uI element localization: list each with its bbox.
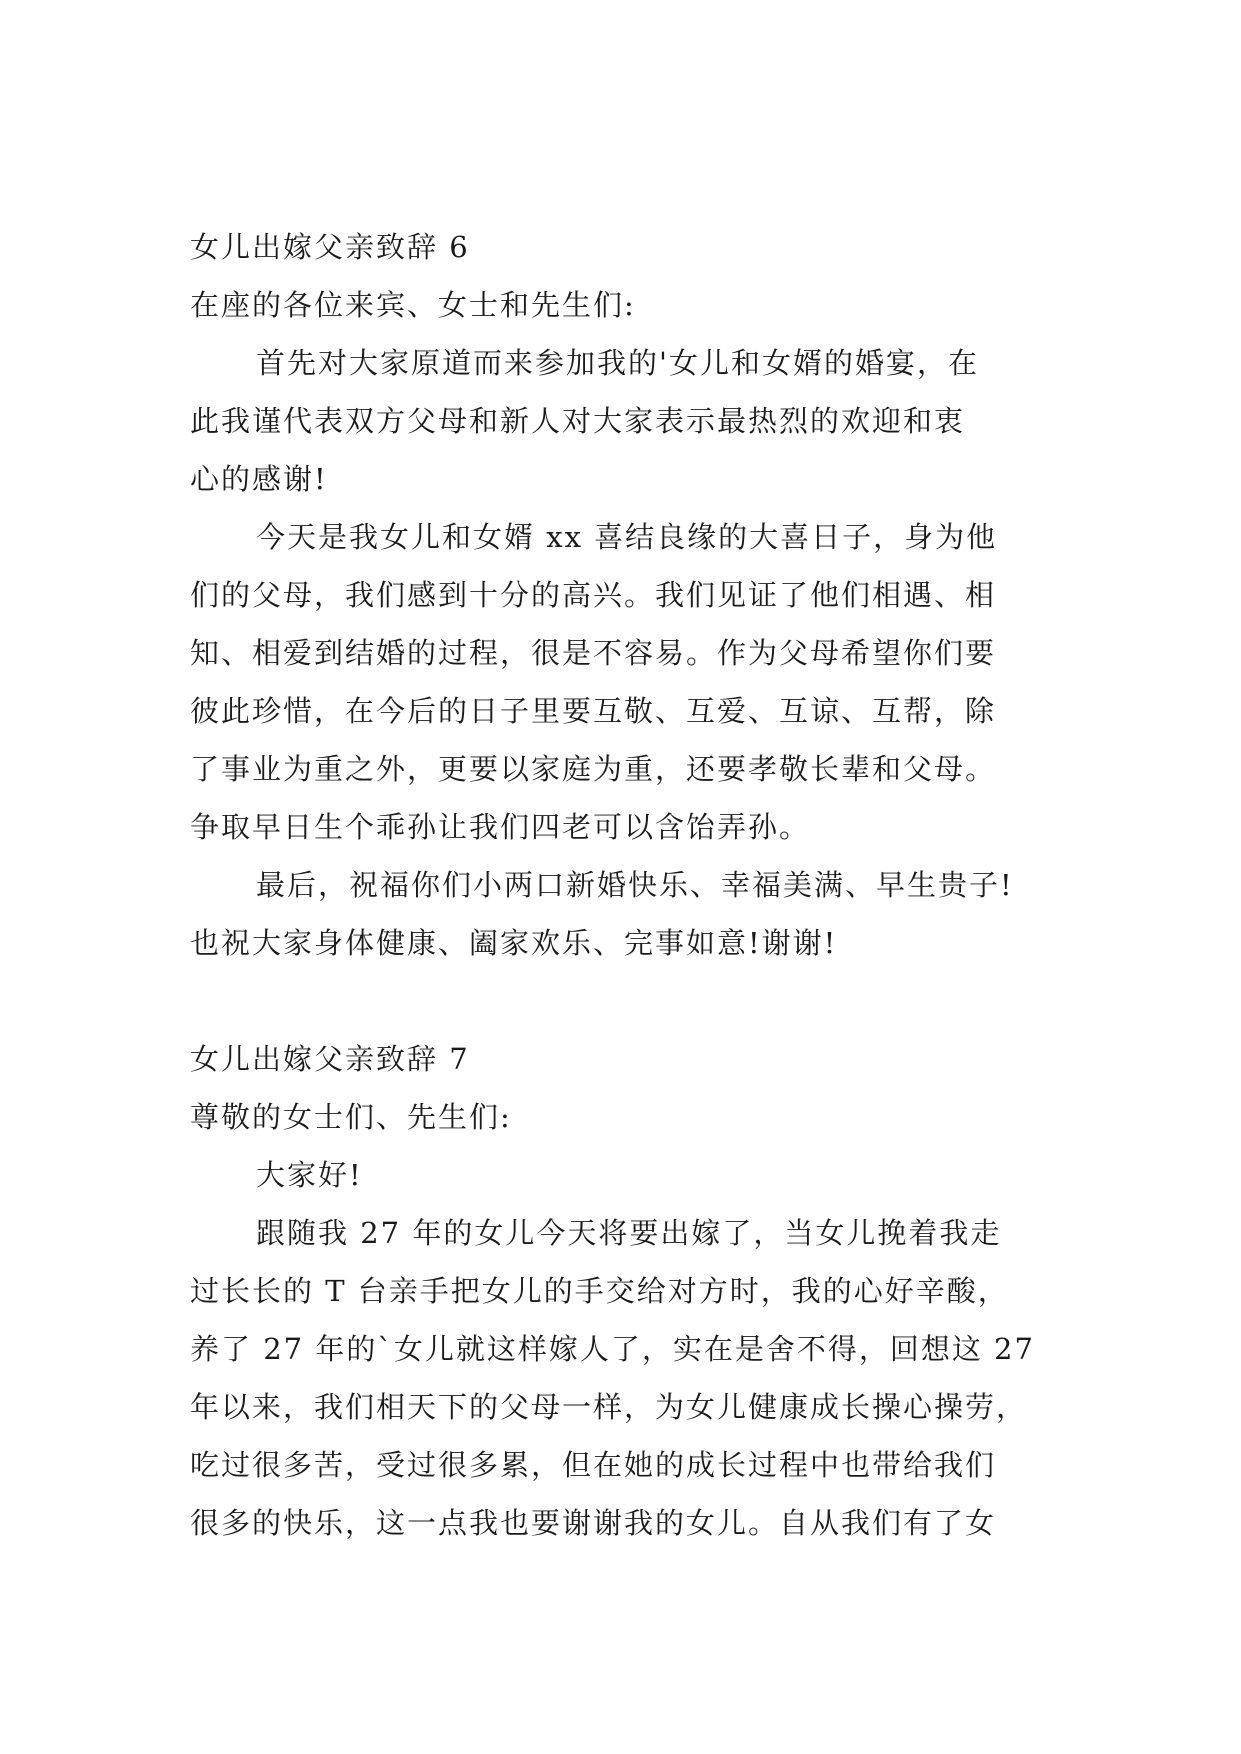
paragraph-line: 也祝大家身体健康、阖家欢乐、完事如意!谢谢! (190, 926, 838, 960)
paragraph-line: 过长长的 T 台亲手把女儿的手交给对方时，我的心好辛酸， (190, 1274, 1009, 1308)
paragraph-line: 了事业为重之外，更要以家庭为重，还要孝敬长辈和父母。 (190, 752, 997, 786)
paragraph-line: 很多的快乐，这一点我也要谢谢我的女儿。自从我们有了女 (190, 1506, 997, 1540)
paragraph-line: 最后，祝福你们小两口新婚快乐、幸福美满、早生贵子! (256, 868, 1014, 902)
paragraph-line: 心的感谢! (190, 462, 328, 496)
section-7-greeting: 大家好! (256, 1158, 363, 1192)
section-6-title: 女儿出嫁父亲致辞 6 (190, 230, 470, 264)
paragraph-line: 知、相爱到结婚的过程，很是不容易。作为父母希望你们要 (190, 636, 997, 670)
paragraph-line: 们的父母，我们感到十分的高兴。我们见证了他们相遇、相 (190, 578, 997, 612)
section-6-salutation: 在座的各位来宾、女士和先生们: (190, 288, 636, 322)
paragraph-line: 年以来，我们相天下的父母一样，为女儿健康成长操心操劳， (190, 1390, 1028, 1424)
paragraph-line: 彼此珍惜，在今后的日子里要互敬、互爱、互谅、互帮，除 (190, 694, 997, 728)
paragraph-line: 跟随我 27 年的女儿今天将要出嫁了，当女儿挽着我走 (256, 1216, 1002, 1250)
paragraph-line: 争取早日生个乖孙让我们四老可以含饴弄孙。 (190, 810, 811, 844)
paragraph-line: 此我谨代表双方父母和新人对大家表示最热烈的欢迎和衷 (190, 404, 966, 438)
paragraph-line: 养了 27 年的`女儿就这样嫁人了，实在是舍不得，回想这 27 (190, 1332, 1035, 1366)
section-spacer (190, 972, 1045, 1030)
paragraph-line: 今天是我女儿和女婿 xx 喜结良缘的大喜日子，身为他 (256, 520, 998, 554)
document-page (190, 218, 1045, 1552)
section-7-title: 女儿出嫁父亲致辞 7 (190, 1042, 470, 1076)
paragraph-line: 吃过很多苦，受过很多累，但在她的成长过程中也带给我们 (190, 1448, 997, 1482)
paragraph-line: 首先对大家原道而来参加我的'女儿和女婿的婚宴，在 (256, 346, 979, 380)
section-7-salutation: 尊敬的女士们、先生们: (190, 1100, 512, 1134)
